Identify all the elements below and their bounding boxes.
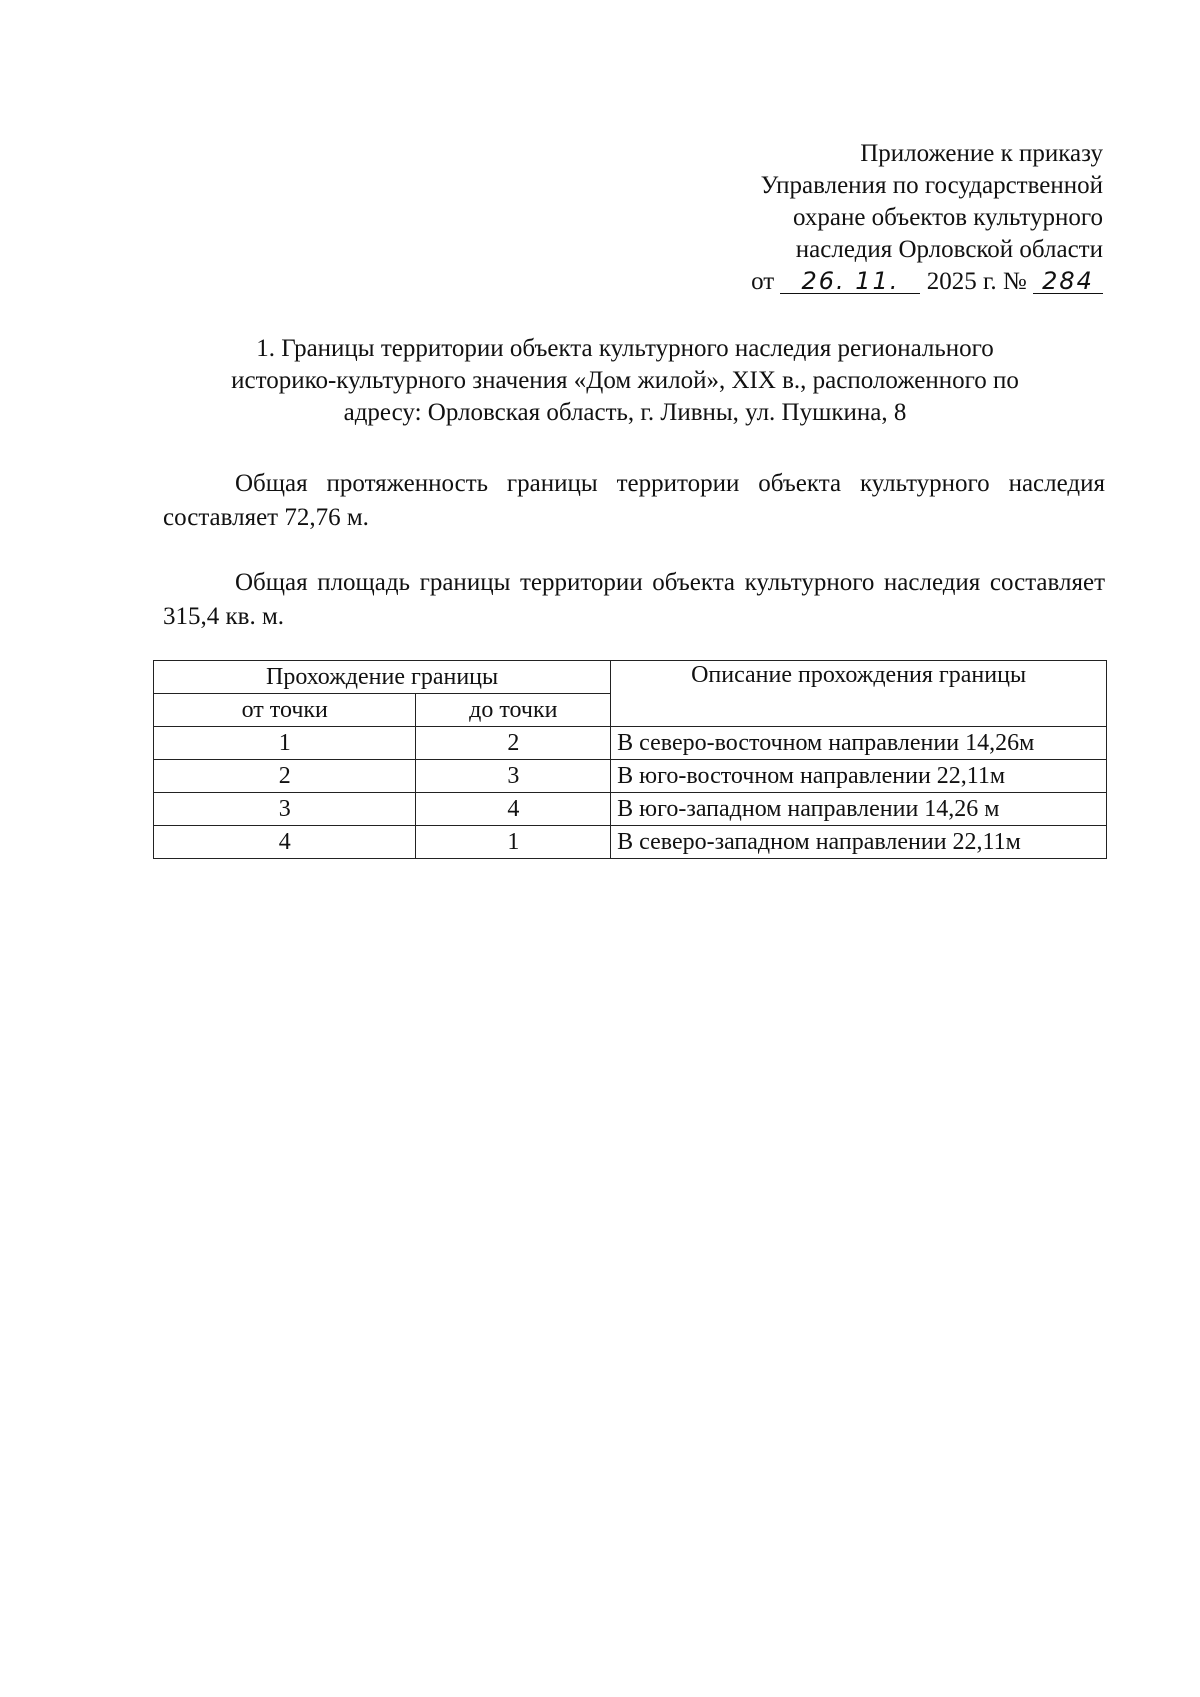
table-header-group: Прохождение границы	[154, 661, 611, 694]
order-year: 2025 г. №	[926, 268, 1027, 295]
boundary-table	[153, 660, 1107, 859]
table-row	[154, 760, 1107, 793]
header-line-4: наследия Орловской области	[795, 236, 1103, 263]
appendix-header	[683, 138, 1103, 298]
from-point-cell: 4	[154, 826, 416, 859]
header-line-1: Приложение к приказу	[860, 140, 1103, 167]
from-point-cell: 1	[154, 727, 416, 760]
description-cell: В юго-восточном направлении 22,11м	[611, 760, 1107, 793]
to-point-cell: 2	[416, 727, 611, 760]
length-paragraph: Общая протяженность границы территории объекта культурного наследия составляет 72,76 м.	[163, 470, 1105, 531]
description-cell: В юго-западном направлении 14,26 м	[611, 793, 1107, 826]
title-line-2: историко-культурного значения «Дом жилой», XIX в., расположенного по	[231, 367, 1019, 394]
handwritten-order-number: 284	[1033, 269, 1103, 294]
date-prefix: от	[751, 268, 775, 295]
table-header-from: от точки	[154, 694, 416, 727]
to-point-cell: 4	[416, 793, 611, 826]
table-row	[154, 826, 1107, 859]
table-row	[154, 727, 1107, 760]
description-cell: В северо-западном направлении 22,11м	[611, 826, 1107, 859]
to-point-cell: 3	[416, 760, 611, 793]
order-date-line	[683, 266, 1103, 298]
table-header-description: Описание прохождения границы	[611, 661, 1107, 727]
description-cell: В северо-восточном направлении 14,26м	[611, 727, 1107, 760]
area-paragraph: Общая площадь границы территории объекта культурного наследия составляет 315,4 кв. м.	[163, 569, 1105, 630]
to-point-cell: 1	[416, 826, 611, 859]
from-point-cell: 3	[154, 793, 416, 826]
from-point-cell: 2	[154, 760, 416, 793]
header-line-3: охране объектов культурного	[792, 204, 1103, 231]
table-header-to: до точки	[416, 694, 611, 727]
title-line-1: 1. Границы территории объекта культурного наследия регионального	[256, 335, 994, 362]
header-line-2: Управления по государственной	[760, 172, 1103, 199]
title-line-3: адресу: Орловская область, г. Ливны, ул. Пушкина, 8	[343, 399, 907, 426]
section-title	[150, 333, 1100, 429]
handwritten-date: 26. 11.	[780, 269, 920, 294]
table-row	[154, 793, 1107, 826]
